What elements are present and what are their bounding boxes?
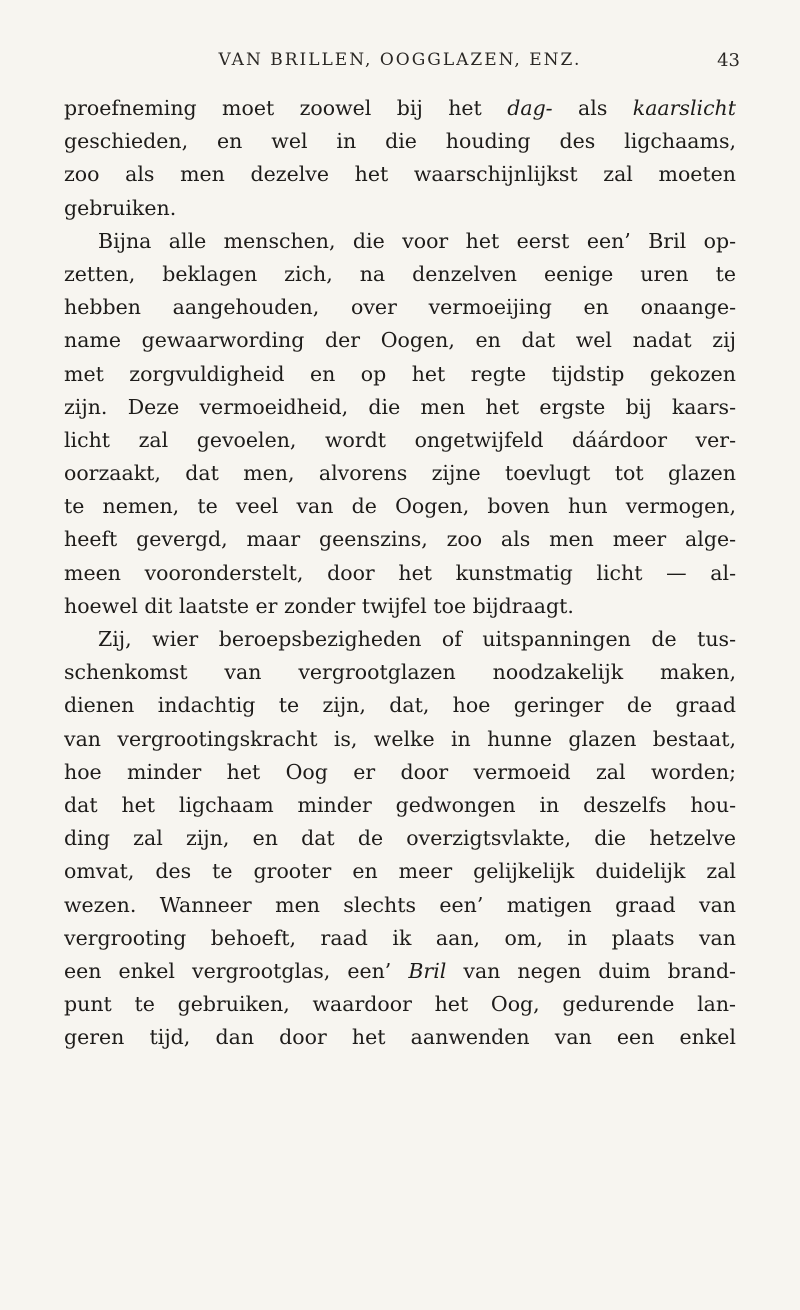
text-run: geschieden, en wel in die houding des ligchaams, — [64, 129, 736, 154]
text-run: geren tijd, dan door het aanwenden van een enkel — [64, 1025, 736, 1050]
body-text — [64, 92, 736, 1054]
text-run: Zij, wier beroepsbezigheden of uitspanningen de tus- — [98, 627, 736, 651]
text-line — [64, 689, 736, 722]
text-run: Bijna alle menschen, die voor het eerst een’ Bril op- — [98, 228, 736, 253]
text-line — [64, 922, 736, 955]
text-run: zetten, beklagen zich, na denzelven eenige uren te — [64, 261, 736, 286]
text-run: meen vooronderstelt, door het kunstmatig licht — al- — [64, 560, 736, 585]
text-run: van vergrootingskracht is, welke in hunne glazen bestaat, — [64, 726, 736, 751]
text-line — [64, 889, 736, 922]
text-line — [64, 192, 736, 225]
text-line — [64, 822, 736, 855]
text-line — [64, 789, 736, 822]
text-run: met zorgvuldigheid en op het regte tijdstip gekozen — [64, 361, 736, 386]
text-line — [64, 490, 736, 523]
text-run: proefneming moet zoowel bij het — [64, 96, 508, 120]
text-run: dat het ligchaam minder gedwongen in deszelfs hou- — [64, 792, 736, 817]
text-run: omvat, des te grooter en meer gelijkelijk duidelijk zal — [64, 859, 736, 884]
text-line — [64, 92, 736, 125]
text-run: van negen duim brand- — [446, 958, 736, 983]
text-line — [64, 158, 736, 191]
text-run: te nemen, te veel van de Oogen, boven hun vermogen, — [64, 494, 736, 519]
text-line — [64, 523, 736, 556]
text-run: vergrooting behoeft, raad ik aan, om, in plaats van — [64, 925, 736, 950]
text-run: hoewel dit laatste er zonder twijfel toe bijdraagt. — [64, 593, 574, 618]
text-run: name gewaarwording der Oogen, en dat wel nadat zij — [64, 328, 736, 353]
text-run: hoe minder het Oog er door vermoeid zal worden; — [64, 759, 736, 784]
text-run: hebben aangehouden, over vermoeijing en onaange- — [64, 295, 736, 320]
text-run: dienen indachtig te zijn, dat, hoe geringer de graad — [64, 693, 736, 718]
text-run: licht zal gevoelen, wordt ongetwijfeld dáárdoor ver- — [64, 427, 736, 452]
page-number: 43 — [717, 50, 740, 71]
text-run: wezen. Wanneer men slechts een’ matigen graad van — [64, 892, 736, 917]
text-line — [64, 391, 736, 424]
text-line — [64, 623, 736, 656]
text-line — [64, 855, 736, 888]
text-line — [64, 955, 736, 988]
text-line — [64, 225, 736, 258]
text-run: zijn. Deze vermoeidheid, die men het ergste bij kaars- — [64, 394, 736, 419]
text-line — [64, 756, 736, 789]
text-line — [64, 557, 736, 590]
text-line — [64, 125, 736, 158]
text-line — [64, 988, 736, 1021]
text-run: ding zal zijn, en dat de overzigtsvlakte, die hetzelve — [64, 826, 736, 851]
text-line — [64, 656, 736, 689]
text-run: oorzaakt, dat men, alvorens zijne toevlugt tot glazen — [64, 461, 736, 486]
italic-word: dag- — [507, 96, 553, 120]
text-line — [64, 1021, 736, 1054]
text-run: schenkomst van vergrootglazen noodzakelijk maken, — [64, 660, 736, 685]
running-head — [0, 50, 800, 80]
text-run: heeft gevergd, maar geenszins, zoo als men meer alge- — [64, 527, 736, 552]
text-line — [64, 291, 736, 324]
text-line — [64, 457, 736, 490]
text-run: gebruiken. — [64, 195, 177, 220]
text-line — [64, 424, 736, 457]
text-run: punt te gebruiken, waardoor het Oog, gedurende lan- — [64, 992, 736, 1017]
text-run: zoo als men dezelve het waarschijnlijkst zal moeten — [64, 162, 736, 187]
text-line — [64, 358, 736, 391]
text-run: een enkel vergrootglas, een’ — [64, 958, 409, 983]
text-line — [64, 590, 736, 623]
text-line — [64, 258, 736, 291]
italic-word: Bril — [408, 958, 447, 983]
text-line — [64, 324, 736, 357]
running-title: VAN BRILLEN, OOGGLAZEN, ENZ. — [218, 50, 582, 70]
text-line — [64, 723, 736, 756]
italic-word: kaarslicht — [632, 96, 736, 120]
text-run: als — [552, 96, 633, 120]
